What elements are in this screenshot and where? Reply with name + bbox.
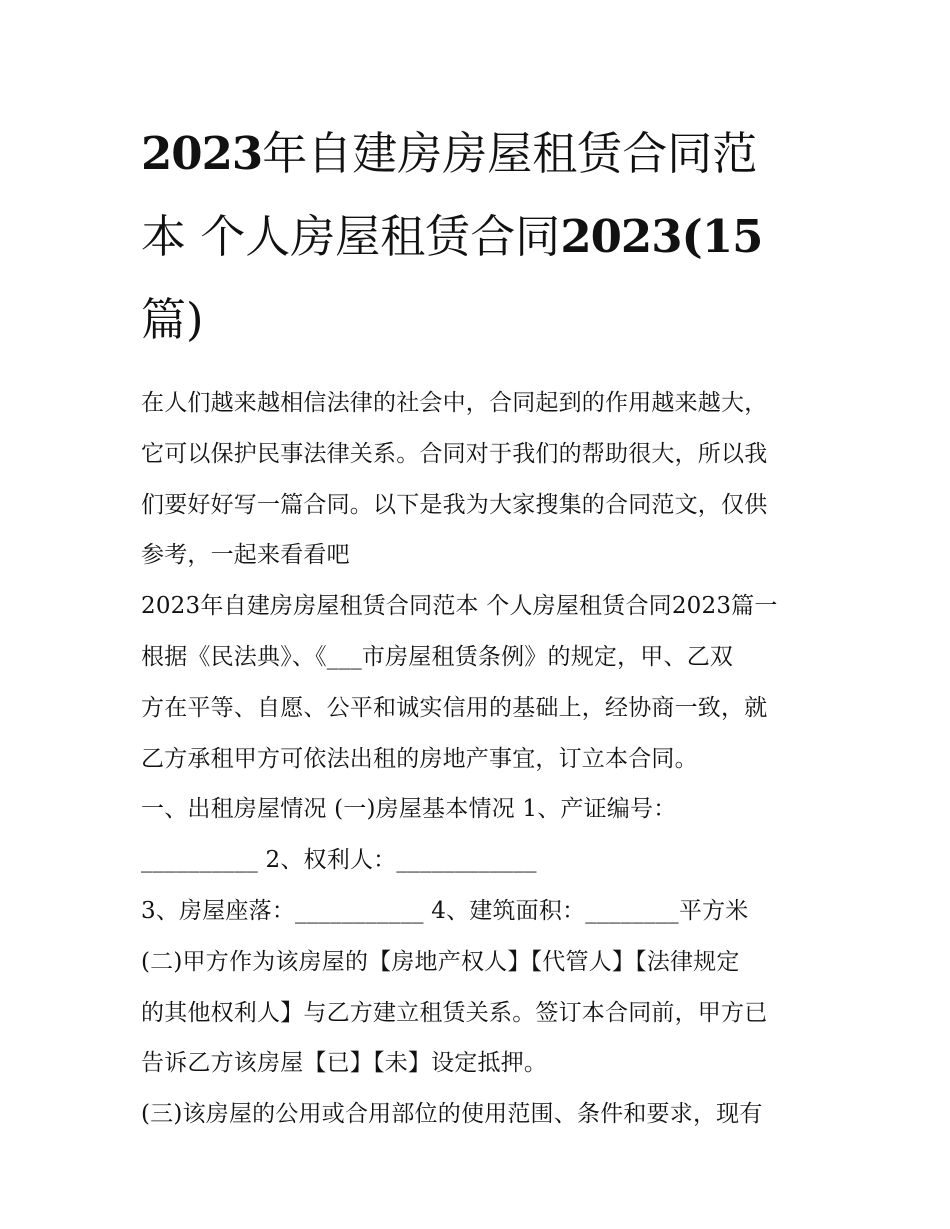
document-title (141, 112, 813, 361)
body-line: __________ 2、权利人：____________ (141, 847, 537, 874)
section-heading-line: 2023年自建房房屋租赁合同范本 个人房屋租赁合同2023篇一 (141, 593, 778, 620)
body-line: 乙方承租甲方可依法出租的房地产事宜，订立本合同。 (141, 745, 698, 772)
body-line: 们要好好写一篇合同。以下是我为大家搜集的合同范文，仅供 (141, 491, 768, 518)
body-line: 告诉乙方该房屋【已】【未】设定抵押。 (141, 1050, 548, 1077)
body-line: 根据《民法典》、《___市房屋租赁条例》的规定，甲、乙双 (141, 643, 734, 670)
document-page (141, 112, 813, 1140)
document-body (141, 378, 813, 1140)
body-line: 在人们越来越相信法律的社会中，合同起到的作用越来越大， (141, 390, 768, 416)
body-line: 一、出租房屋情况 (一)房屋基本情况 1、产证编号： (141, 796, 677, 823)
title-line-1: 2023年自建房房屋租赁合同范 (141, 127, 758, 180)
body-line: (二)甲方作为该房屋的【房地产权人】【代管人】【法律规定 (141, 948, 740, 975)
body-line: (三)该房屋的公用或合用部位的使用范围、条件和要求，现有 (141, 1101, 763, 1128)
body-line: 参考，一起来看看吧 (141, 542, 350, 569)
body-line: 方在平等、自愿、公平和诚实信用的基础上，经协商一致，就 (141, 694, 768, 721)
body-line: 它可以保护民事法律关系。合同对于我们的帮助很大，所以我 (141, 440, 768, 467)
title-line-2: 本 个人房屋租赁合同2023(15 (141, 210, 763, 263)
body-line: 的其他权利人】与乙方建立租赁关系。签订本合同前，甲方已 (141, 999, 768, 1026)
title-line-3: 篇) (141, 293, 204, 346)
body-line: 3、房屋座落：___________ 4、建筑面积：________平方米 (141, 897, 749, 924)
